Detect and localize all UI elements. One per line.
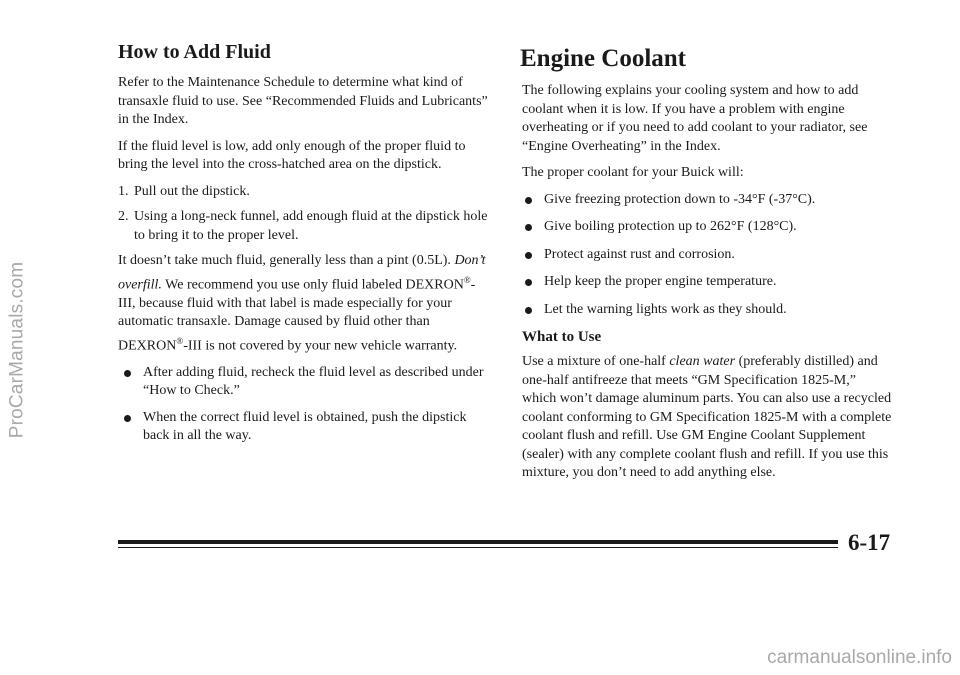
- left-column: [118, 40, 492, 454]
- bullet-icon: [525, 197, 532, 204]
- step-text: Using a long-neck funnel, add enough fluid at the dipstick hole to bring it to the proper level.: [134, 209, 488, 243]
- footer-rule-thick: [118, 540, 838, 544]
- paragraph-dexron: [118, 252, 492, 356]
- dexron-text-b: We recommend you use only fluid labeled DEXRON: [161, 277, 464, 293]
- step-1: [118, 183, 492, 202]
- paragraph-cooling-system: The following explains your cooling system and how to add coolant when it is low. If you have a problem with engine overheating or if you need to add coolant to your radiator, see “Engine Overheating” in the Index.: [522, 83, 868, 154]
- bullet-icon: [525, 279, 532, 286]
- subheading-what-to-use: What to Use: [522, 329, 602, 345]
- list-item: [522, 191, 892, 210]
- clean-water-emphasis: clean water: [669, 354, 736, 369]
- side-watermark-text: ProCarManuals.com: [6, 261, 28, 439]
- section-heading-engine-coolant: Engine Coolant: [520, 45, 687, 72]
- list-item: [522, 301, 892, 320]
- registered-mark: ®: [176, 335, 184, 346]
- dexron-text-a: It doesn’t take much fluid, generally less than a pint (0.5L).: [118, 253, 455, 268]
- paragraph-fluid-level-low: If the fluid level is low, add only enough of the proper fluid to bring the level into the cross-hatched area on the dipstick.: [118, 138, 466, 172]
- bullet-text: Let the warning lights work as they should.: [544, 301, 787, 317]
- bullet-text: Help keep the proper engine temperature.: [544, 274, 777, 289]
- page-number: 6-17: [848, 530, 891, 555]
- paragraph-proper-coolant: The proper coolant for your Buick will:: [522, 165, 744, 180]
- section-heading-add-fluid: How to Add Fluid: [118, 41, 271, 63]
- paragraph-maintenance-schedule: Refer to the Maintenance Schedule to determine what kind of transaxle fluid to use. See “Recommended Fluids and Lubricants” in the Index.: [118, 75, 488, 127]
- bullet-text: Give freezing protection down to -34°F (-37°C).: [544, 191, 816, 207]
- bullet-icon: [124, 370, 131, 377]
- list-item: [522, 246, 892, 265]
- list-item: [121, 364, 492, 401]
- side-watermark: [2, 140, 32, 560]
- step-number: 2.: [118, 209, 129, 224]
- mixture-text-a: Use a mixture of one-half: [522, 354, 670, 369]
- bullet-icon: [525, 224, 532, 231]
- bullet-text: When the correct fluid level is obtained, push the dipstick back in all the way.: [143, 409, 467, 444]
- bullet-text: After adding fluid, recheck the fluid level as described under “How to Check.”: [143, 364, 484, 399]
- footer-rule-thin: [118, 547, 838, 548]
- list-item: [522, 273, 892, 292]
- bullet-icon: [124, 415, 131, 422]
- bullet-text: Protect against rust and corrosion.: [544, 246, 735, 262]
- mixture-text-b: (preferably distilled) and one-half antifreeze that meets “GM Specification 1825-M,” which won’t damage aluminum parts. You can also use a recycled coolant conforming to GM Specification 1825-M with a complete coolant flush and refill. Use GM Engine Coolant Supplement (sealer) with any complete coolant flush and refill. If you use this mixture, you don’t need to add anything else.: [522, 354, 892, 480]
- paragraph-coolant-mixture: [522, 353, 892, 483]
- dont-overfill-emphasis: Don’t overfill.: [118, 253, 486, 293]
- dexron-text-c: -III, because fluid with that label is made especially for your automatic transaxle. Damage caused by fluid other than DEXRON: [118, 277, 476, 354]
- list-item: [121, 409, 492, 446]
- bullet-icon: [525, 307, 532, 314]
- right-column: [522, 44, 892, 491]
- registered-mark: ®: [463, 274, 471, 285]
- step-text: Pull out the dipstick.: [134, 183, 250, 199]
- step-number: 1.: [118, 183, 129, 199]
- bullet-text: Give boiling protection up to 262°F (128°C).: [544, 219, 797, 234]
- dexron-text-d: -III is not covered by your new vehicle warranty.: [183, 338, 458, 354]
- step-2: [118, 208, 492, 245]
- list-item: [522, 218, 892, 237]
- bullet-icon: [525, 252, 532, 259]
- bottom-watermark: carmanualsonline.info: [767, 647, 952, 668]
